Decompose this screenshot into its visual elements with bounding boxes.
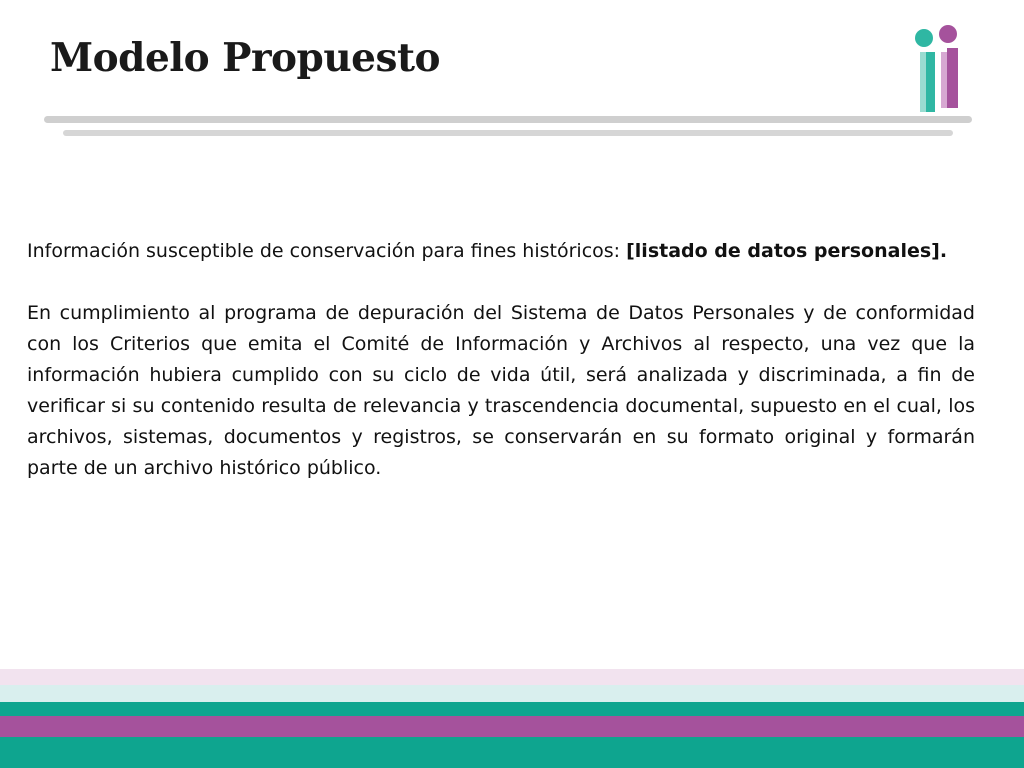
header-divider-top (44, 116, 972, 123)
footer-band-mint (0, 685, 1024, 702)
footer-band-teal-bottom (0, 737, 1024, 768)
header-divider-bottom (63, 130, 953, 136)
logo-bar-teal-light (920, 52, 926, 112)
slide-title: Modelo Propuesto (50, 35, 440, 81)
slide-body (27, 236, 975, 484)
logo-bar-purple (947, 48, 958, 108)
paragraph-historical-info-lead: Información susceptible de conservación para fines históricos: (27, 240, 627, 262)
paragraph-historical-info-emphasis: [listado de datos personales]. (626, 240, 948, 262)
paragraph-purge-program: En cumplimiento al programa de depuración del Sistema de Datos Personales y de conformidad con los Criterios que emita el Comité de Información y Archivos al respecto, una vez que la información hubiera cumplido con su ciclo de vida útil, será analizada y discriminada, a fin de verificar si su contenido resulta de relevancia y trascendencia documental, supuesto en el cual, los archivos, sistemas, documentos y registros, se conservarán en su formato original y formarán parte de un archivo histórico público. (27, 302, 975, 479)
logo-dot-teal (915, 29, 933, 47)
footer-band-teal (0, 702, 1024, 716)
logo-bar-teal (926, 52, 935, 112)
paragraph-historical-info (27, 236, 975, 267)
institutional-logo-icon (910, 22, 966, 114)
logo-bar-purple-light (941, 52, 947, 108)
footer-band-purple (0, 716, 1024, 737)
logo-dot-purple (939, 25, 957, 43)
footer-band-pink (0, 669, 1024, 685)
